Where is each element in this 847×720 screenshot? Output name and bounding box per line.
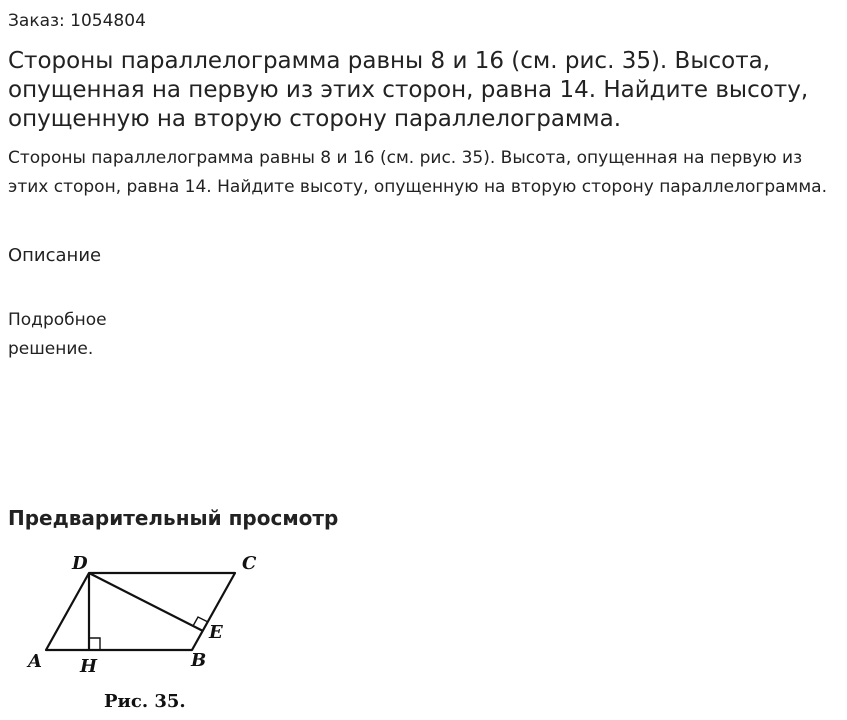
right-angle-h [89,638,100,650]
order-number: Заказ: 1054804 [8,11,146,31]
problem-title: Стороны параллелограмма равны 8 и 16 (см. рис. 35). Высота, опущенная на первую из этих сторон, равна 14. Найдите высоту, опущенную на вторую сторону параллелограмма. [8,48,809,132]
detail-line-1: Подробное [8,310,107,330]
detail-line-2: решение. [8,339,94,359]
vertex-label-d: D [72,553,88,574]
parallelogram-outline [46,573,235,650]
vertex-label-b: B [191,650,207,671]
point-label-e: E [209,622,223,643]
parallelogram-figure [20,548,280,718]
figure-caption: Рис. 35. [104,691,186,712]
description-detail [8,306,168,364]
point-label-h: H [80,656,98,677]
preview-heading: Предварительный просмотр [8,506,339,530]
vertex-label-c: C [242,553,257,574]
problem-text: Стороны параллелограмма равны 8 и 16 (см. рис. 35). Высота, опущенная на первую из этих сторон, равна 14. Найдите высоту, опущенную на вторую сторону параллелограмма. [8,148,827,197]
vertex-label-a: A [28,651,42,672]
height-de [89,573,203,631]
description-label: Описание [8,245,102,266]
